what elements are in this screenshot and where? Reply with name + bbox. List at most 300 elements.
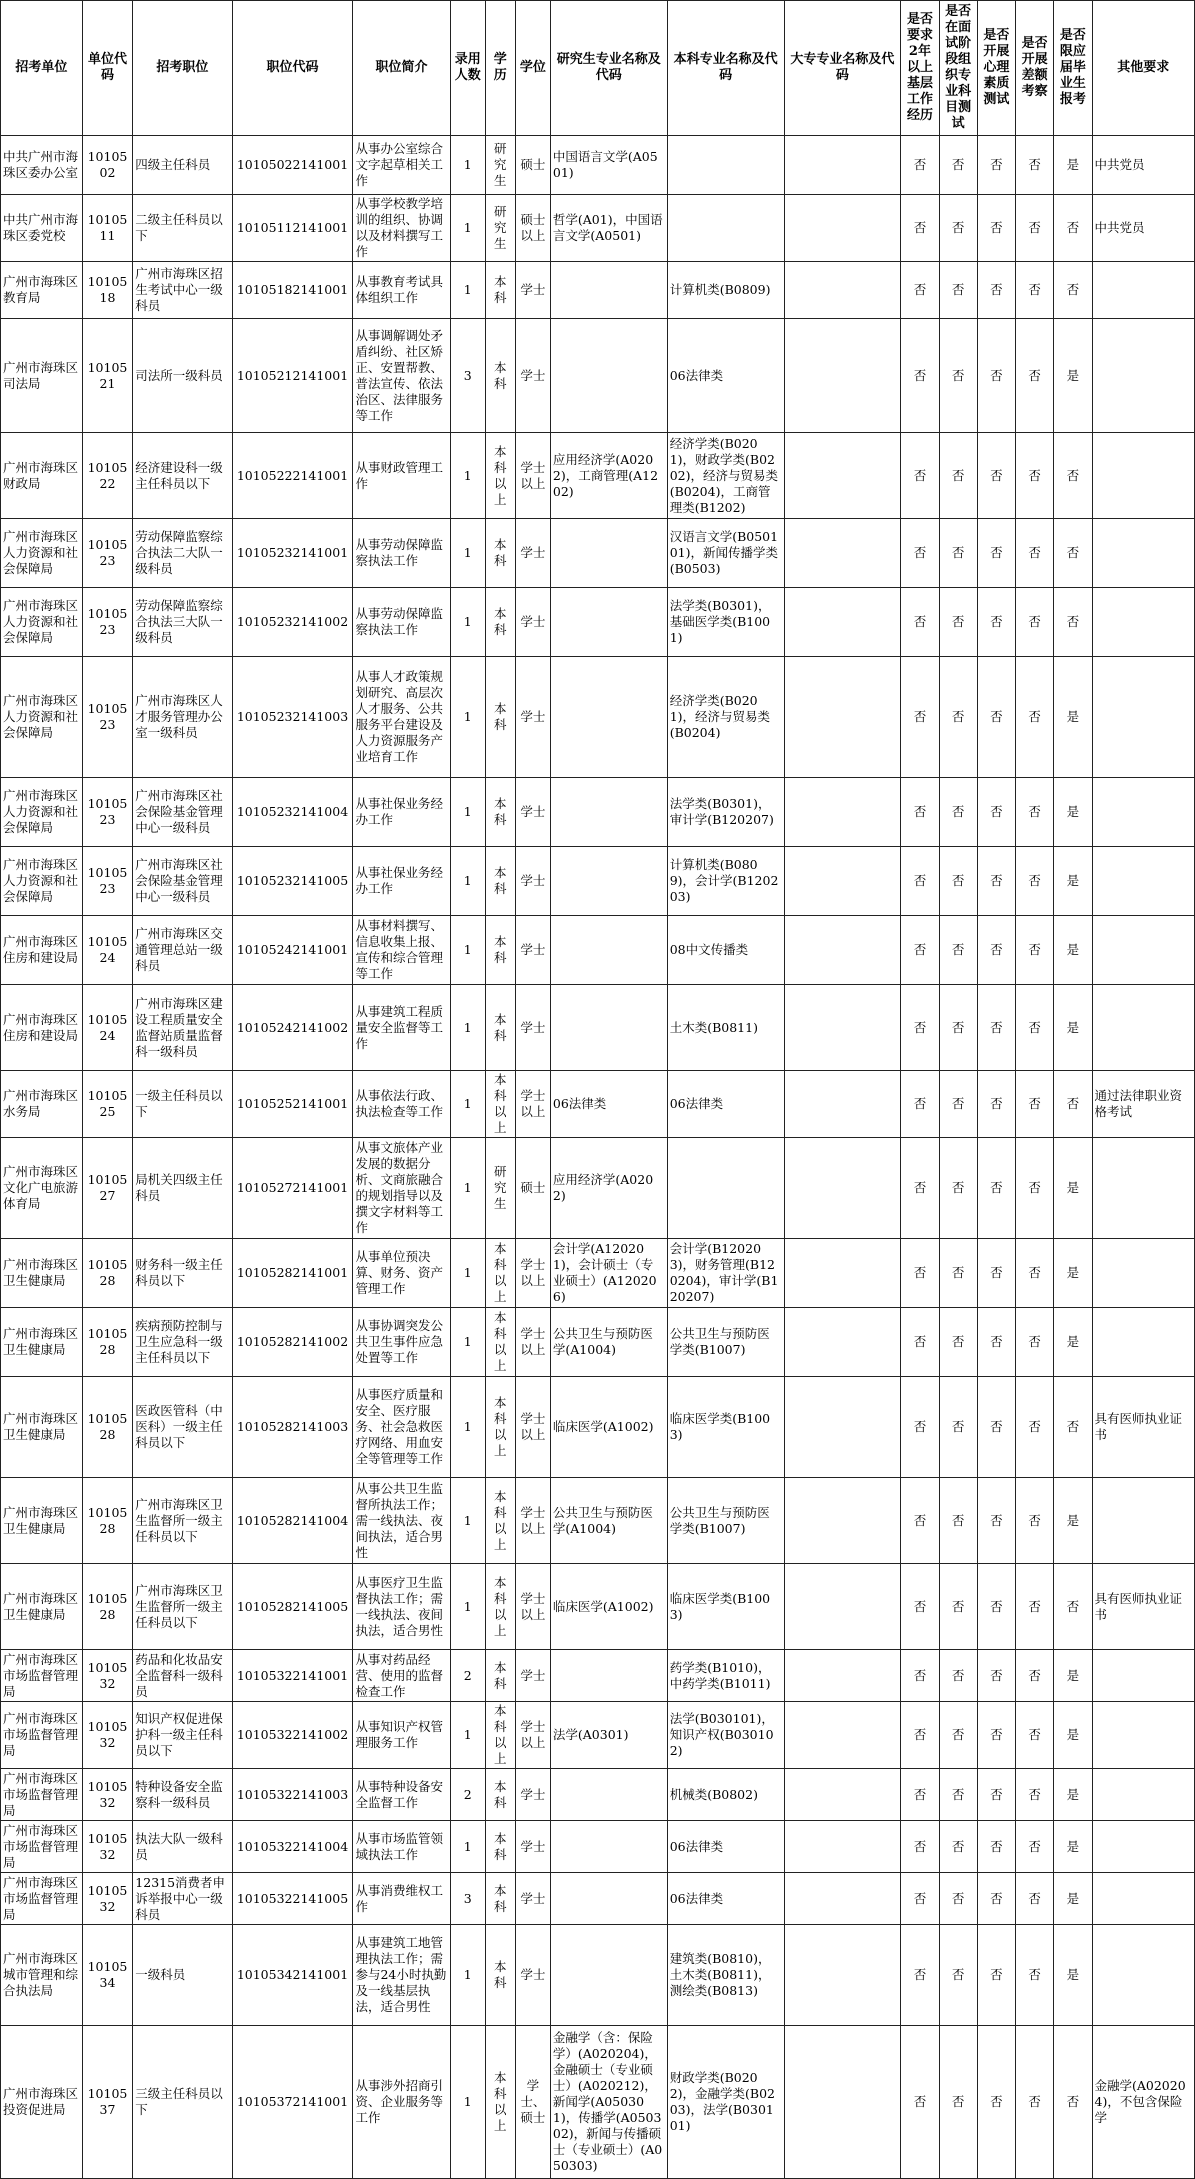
table-cell: 否 <box>901 195 939 262</box>
table-cell: 学士 <box>515 1769 550 1821</box>
table-cell: 10105322141002 <box>232 1702 353 1769</box>
table-cell: 学士 <box>515 319 550 433</box>
table-cell: 否 <box>1016 1702 1054 1769</box>
table-cell: 否 <box>901 519 939 588</box>
table-cell: 本科 <box>485 778 515 847</box>
table-cell: 否 <box>939 1478 977 1564</box>
table-cell: 财政学类(B0202)，金融学类(B0203)，法学(B030101) <box>667 2026 784 2179</box>
table-cell: 中共党员 <box>1092 136 1195 195</box>
table-row <box>1 1702 1195 1769</box>
table-cell: 司法所一级科员 <box>133 319 232 433</box>
table-cell <box>667 1138 784 1239</box>
table-cell: 1 <box>450 2026 485 2179</box>
column-header: 录用人数 <box>450 1 485 136</box>
table-cell: 会计学(A120201)，会计硕士（专业硕士）(A120206) <box>550 1239 667 1308</box>
table-cell: 学士 <box>515 519 550 588</box>
table-cell: 否 <box>901 985 939 1071</box>
table-cell: 1010523 <box>82 519 133 588</box>
table-cell: 广州市海珠区人力资源和社会保障局 <box>1 519 83 588</box>
table-cell: 广州市海珠区水务局 <box>1 1071 83 1138</box>
table-cell: 10105022141001 <box>232 136 353 195</box>
table-cell <box>1092 319 1195 433</box>
table-cell: 是 <box>1054 319 1092 433</box>
table-cell: 从事教育考试具体组织工作 <box>353 262 450 319</box>
table-cell: 否 <box>939 433 977 519</box>
table-cell <box>784 778 901 847</box>
table-cell: 广州市海珠区市场监督管理局 <box>1 1821 83 1873</box>
table-cell: 1010502 <box>82 136 133 195</box>
table-cell <box>1092 916 1195 985</box>
table-cell <box>1092 1138 1195 1239</box>
table-cell <box>784 1769 901 1821</box>
table-cell: 广州市海珠区卫生监督所一级主任科员以下 <box>133 1478 232 1564</box>
column-header: 是否要求2年以上基层工作经历 <box>901 1 939 136</box>
table-cell: 学士以上 <box>515 1308 550 1377</box>
table-cell: 从事劳动保障监察执法工作 <box>353 588 450 657</box>
table-row <box>1 657 1195 778</box>
table-cell: 10105112141001 <box>232 195 353 262</box>
table-cell: 否 <box>1016 1925 1054 2026</box>
table-cell: 否 <box>1016 985 1054 1071</box>
table-cell: 1 <box>450 1071 485 1138</box>
table-cell: 从事学校教学培训的组织、协调以及材料撰写工作 <box>353 195 450 262</box>
table-cell: 10105282141003 <box>232 1377 353 1478</box>
table-cell: 是 <box>1054 778 1092 847</box>
table-cell: 否 <box>939 1564 977 1650</box>
table-cell: 否 <box>939 1769 977 1821</box>
table-cell: 06法律类 <box>667 319 784 433</box>
table-cell: 是 <box>1054 1925 1092 2026</box>
table-cell <box>784 1071 901 1138</box>
table-cell: 否 <box>939 657 977 778</box>
table-cell: 从事劳动保障监察执法工作 <box>353 519 450 588</box>
table-cell: 本科以上 <box>485 433 515 519</box>
table-cell: 否 <box>901 916 939 985</box>
table-cell: 建筑类(B0810)，土木类(B0811)，测绘类(B0813) <box>667 1925 784 2026</box>
table-cell: 广州市海珠区交通管理总站一级科员 <box>133 916 232 985</box>
table-row <box>1 2026 1195 2179</box>
table-cell: 1 <box>450 136 485 195</box>
table-cell: 临床医学(A1002) <box>550 1377 667 1478</box>
table-cell: 一级主任科员以下 <box>133 1071 232 1138</box>
table-cell <box>1092 657 1195 778</box>
table-row <box>1 1873 1195 1925</box>
table-cell: 10105272141001 <box>232 1138 353 1239</box>
table-cell <box>1092 1239 1195 1308</box>
table-cell <box>784 1239 901 1308</box>
table-cell: 学士 <box>515 1873 550 1925</box>
table-cell <box>550 262 667 319</box>
table-cell: 广州市海珠区住房和建设局 <box>1 985 83 1071</box>
table-cell: 10105322141005 <box>232 1873 353 1925</box>
table-cell: 1010528 <box>82 1239 133 1308</box>
table-cell: 是 <box>1054 1821 1092 1873</box>
table-cell: 1010524 <box>82 985 133 1071</box>
table-cell: 研究生 <box>485 136 515 195</box>
table-cell: 是 <box>1054 847 1092 916</box>
table-cell: 10105222141001 <box>232 433 353 519</box>
table-cell: 公共卫生与预防医学(A1004) <box>550 1478 667 1564</box>
table-cell: 从事知识产权管理服务工作 <box>353 1702 450 1769</box>
table-cell: 10105282141005 <box>232 1564 353 1650</box>
table-cell: 否 <box>977 1925 1015 2026</box>
table-cell: 广州市海珠区卫生健康局 <box>1 1564 83 1650</box>
table-cell: 否 <box>939 1821 977 1873</box>
table-cell: 否 <box>939 1308 977 1377</box>
table-cell: 计算机类(B0809) <box>667 262 784 319</box>
table-cell: 1 <box>450 433 485 519</box>
table-row <box>1 519 1195 588</box>
table-cell: 学士以上 <box>515 1071 550 1138</box>
table-cell <box>1092 1702 1195 1769</box>
table-cell: 从事财政管理工作 <box>353 433 450 519</box>
table-cell: 否 <box>1016 433 1054 519</box>
table-cell: 否 <box>901 1769 939 1821</box>
table-cell <box>1092 1925 1195 2026</box>
table-cell: 本科 <box>485 657 515 778</box>
table-row <box>1 1377 1195 1478</box>
table-cell: 应用经济学(A0202)，工商管理(A1202) <box>550 433 667 519</box>
table-cell: 金融学（含：保险学）(A020204)，金融硕士（专业硕士）(A020212)，新闻学(A050301)，传播学(A050302)，新闻与传播硕士（专业硕士）(A050303) <box>550 2026 667 2179</box>
table-cell: 1 <box>450 1564 485 1650</box>
table-cell: 会计学(B120203)，财务管理(B120204)，审计学(B120207) <box>667 1239 784 1308</box>
table-cell: 从事建筑工程质量安全监督等工作 <box>353 985 450 1071</box>
table-cell: 否 <box>977 778 1015 847</box>
table-cell: 是 <box>1054 1478 1092 1564</box>
table-cell: 否 <box>977 519 1015 588</box>
table-cell: 法学类(B0301)，审计学(B120207) <box>667 778 784 847</box>
table-cell: 否 <box>901 1873 939 1925</box>
table-cell: 中共广州市海珠区委办公室 <box>1 136 83 195</box>
table-cell: 机械类(B0802) <box>667 1769 784 1821</box>
table-cell: 1010528 <box>82 1308 133 1377</box>
table-cell: 10105242141002 <box>232 985 353 1071</box>
table-cell: 10105282141002 <box>232 1308 353 1377</box>
table-cell <box>1092 1769 1195 1821</box>
table-cell: 1 <box>450 1377 485 1478</box>
table-cell: 1 <box>450 916 485 985</box>
table-cell: 否 <box>939 1071 977 1138</box>
table-cell: 否 <box>939 588 977 657</box>
table-row <box>1 1138 1195 1239</box>
table-cell: 10105232141005 <box>232 847 353 916</box>
table-cell: 本科以上 <box>485 2026 515 2179</box>
table-cell: 本科以上 <box>485 1478 515 1564</box>
table-cell: 是 <box>1054 1769 1092 1821</box>
table-row <box>1 319 1195 433</box>
table-cell: 本科 <box>485 1821 515 1873</box>
table-cell <box>1092 1478 1195 1564</box>
table-cell: 知识产权促进保护科一级主任科员以下 <box>133 1702 232 1769</box>
table-cell: 否 <box>1016 1873 1054 1925</box>
table-cell: 10105322141001 <box>232 1650 353 1702</box>
table-cell: 10105232141004 <box>232 778 353 847</box>
table-cell: 经济学类(B0201)，财政学类(B0202)，经济与贸易类(B0204)，工商管理类(B1202) <box>667 433 784 519</box>
table-cell <box>784 319 901 433</box>
table-cell <box>550 1873 667 1925</box>
table-cell <box>550 588 667 657</box>
table-cell: 1010521 <box>82 319 133 433</box>
table-cell: 否 <box>1054 433 1092 519</box>
table-row <box>1 1564 1195 1650</box>
column-header: 学历 <box>485 1 515 136</box>
table-cell: 广州市海珠区卫生健康局 <box>1 1478 83 1564</box>
table-cell: 1010525 <box>82 1071 133 1138</box>
table-cell: 本科 <box>485 985 515 1071</box>
table-cell: 否 <box>977 1821 1015 1873</box>
table-cell: 二级主任科员以下 <box>133 195 232 262</box>
table-cell: 10105372141001 <box>232 2026 353 2179</box>
column-header: 职位简介 <box>353 1 450 136</box>
table-cell: 四级主任科员 <box>133 136 232 195</box>
table-cell: 否 <box>901 319 939 433</box>
column-header: 单位代码 <box>82 1 133 136</box>
table-cell: 学士 <box>515 588 550 657</box>
table-cell: 学士 <box>515 657 550 778</box>
table-cell: 10105252141001 <box>232 1071 353 1138</box>
table-cell: 否 <box>977 1650 1015 1702</box>
table-cell: 广州市海珠区人力资源和社会保障局 <box>1 847 83 916</box>
table-cell: 否 <box>939 1239 977 1308</box>
table-cell: 是 <box>1054 1138 1092 1239</box>
column-header: 是否限应届毕业生报考 <box>1054 1 1092 136</box>
table-cell: 否 <box>901 1239 939 1308</box>
table-cell: 具有医师执业证书 <box>1092 1564 1195 1650</box>
table-cell: 否 <box>977 1702 1015 1769</box>
table-cell: 否 <box>1016 1564 1054 1650</box>
table-cell: 通过法律职业资格考试 <box>1092 1071 1195 1138</box>
table-cell: 广州市海珠区卫生监督所一级主任科员以下 <box>133 1564 232 1650</box>
table-cell <box>550 319 667 433</box>
table-cell: 否 <box>1054 1071 1092 1138</box>
table-cell <box>784 136 901 195</box>
table-cell: 1 <box>450 847 485 916</box>
table-cell: 1 <box>450 778 485 847</box>
table-cell: 学士以上 <box>515 1702 550 1769</box>
table-cell: 10105182141001 <box>232 262 353 319</box>
table-cell: 从事对药品经营、使用的监督检查工作 <box>353 1650 450 1702</box>
table-cell: 否 <box>939 847 977 916</box>
column-header: 是否开展差额考察 <box>1016 1 1054 136</box>
column-header: 招考职位 <box>133 1 232 136</box>
table-cell: 学士以上 <box>515 1239 550 1308</box>
table-cell: 06法律类 <box>667 1873 784 1925</box>
table-cell: 本科 <box>485 916 515 985</box>
table-cell: 是 <box>1054 136 1092 195</box>
table-cell: 1010532 <box>82 1769 133 1821</box>
table-cell: 本科以上 <box>485 1308 515 1377</box>
table-cell: 硕士 <box>515 1138 550 1239</box>
table-cell: 公共卫生与预防医学类(B1007) <box>667 1308 784 1377</box>
table-cell: 1010523 <box>82 657 133 778</box>
table-cell: 从事市场监管领域执法工作 <box>353 1821 450 1873</box>
table-cell <box>667 136 784 195</box>
table-row <box>1 916 1195 985</box>
table-cell: 从事建筑工地管理执法工作；需参与24小时执勤及一线基层执法，适合男性 <box>353 1925 450 2026</box>
table-row <box>1 985 1195 1071</box>
table-cell: 是 <box>1054 1239 1092 1308</box>
table-cell <box>1092 519 1195 588</box>
column-header: 招考单位 <box>1 1 83 136</box>
table-cell: 否 <box>939 916 977 985</box>
table-cell: 否 <box>901 1478 939 1564</box>
table-cell: 1010518 <box>82 262 133 319</box>
table-cell: 广州市海珠区城市管理和综合执法局 <box>1 1925 83 2026</box>
table-cell: 否 <box>939 1873 977 1925</box>
table-cell: 否 <box>977 1377 1015 1478</box>
table-cell: 计算机类(B0809)，会计学(B120203) <box>667 847 784 916</box>
table-cell: 药学类(B1010)，中药学类(B1011) <box>667 1650 784 1702</box>
table-cell: 08中文传播类 <box>667 916 784 985</box>
table-cell <box>784 1821 901 1873</box>
table-cell <box>1092 262 1195 319</box>
table-cell: 从事医疗卫生监督执法工作；需一线执法、夜间执法，适合男性 <box>353 1564 450 1650</box>
table-cell: 1 <box>450 262 485 319</box>
table-cell: 药品和化妆品安全监督科一级科员 <box>133 1650 232 1702</box>
table-cell: 否 <box>977 588 1015 657</box>
table-cell: 否 <box>901 657 939 778</box>
table-cell: 是 <box>1054 916 1092 985</box>
table-cell: 研究生 <box>485 195 515 262</box>
table-cell: 1 <box>450 985 485 1071</box>
table-cell: 是 <box>1054 1873 1092 1925</box>
table-cell: 否 <box>939 1702 977 1769</box>
table-cell: 否 <box>1016 916 1054 985</box>
column-header: 研究生专业名称及代码 <box>550 1 667 136</box>
table-cell: 学士 <box>515 985 550 1071</box>
table-cell: 3 <box>450 1873 485 1925</box>
table-cell: 特种设备安全监察科一级科员 <box>133 1769 232 1821</box>
table-cell <box>1092 847 1195 916</box>
column-header: 学位 <box>515 1 550 136</box>
table-cell: 学士、硕士 <box>515 2026 550 2179</box>
table-cell: 10105232141003 <box>232 657 353 778</box>
table-cell: 从事涉外招商引资、企业服务等工作 <box>353 2026 450 2179</box>
table-cell <box>784 195 901 262</box>
table-cell: 本科以上 <box>485 1071 515 1138</box>
table-cell: 医政医管科（中医科）一级主任科员以下 <box>133 1377 232 1478</box>
table-cell: 否 <box>977 136 1015 195</box>
table-cell: 临床医学类(B1003) <box>667 1377 784 1478</box>
table-row <box>1 136 1195 195</box>
table-cell: 1 <box>450 1925 485 2026</box>
table-cell: 学士 <box>515 916 550 985</box>
table-cell: 否 <box>1054 519 1092 588</box>
table-cell: 本科 <box>485 588 515 657</box>
table-cell: 从事消费维权工作 <box>353 1873 450 1925</box>
table-cell: 否 <box>1016 1650 1054 1702</box>
table-cell <box>784 1308 901 1377</box>
table-cell: 10105242141001 <box>232 916 353 985</box>
table-cell: 否 <box>1054 2026 1092 2179</box>
table-row <box>1 1650 1195 1702</box>
table-cell: 本科 <box>485 262 515 319</box>
table-cell: 法学类(B0301)，基础医学类(B1001) <box>667 588 784 657</box>
table-cell: 否 <box>977 1564 1015 1650</box>
table-cell <box>1092 1873 1195 1925</box>
table-cell: 否 <box>977 1308 1015 1377</box>
table-cell: 应用经济学(A0202) <box>550 1138 667 1239</box>
table-cell: 否 <box>977 985 1015 1071</box>
table-cell: 哲学(A01)，中国语言文学(A0501) <box>550 195 667 262</box>
table-cell: 从事人才政策规划研究、高层次人才服务、公共服务平台建设及人力资源服务产业培育工作 <box>353 657 450 778</box>
table-cell <box>784 433 901 519</box>
table-cell <box>550 985 667 1071</box>
table-cell <box>784 657 901 778</box>
table-cell: 否 <box>901 1308 939 1377</box>
table-cell: 学士 <box>515 1821 550 1873</box>
table-cell: 金融学(A020204)，不包含保险学 <box>1092 2026 1195 2179</box>
table-cell <box>550 847 667 916</box>
table-cell: 否 <box>977 2026 1015 2179</box>
table-cell: 是 <box>1054 985 1092 1071</box>
table-row <box>1 1769 1195 1821</box>
table-cell: 否 <box>939 985 977 1071</box>
table-cell: 1010527 <box>82 1138 133 1239</box>
table-cell: 否 <box>939 1650 977 1702</box>
table-cell: 否 <box>1016 1377 1054 1478</box>
table-cell: 1 <box>450 519 485 588</box>
table-cell: 否 <box>901 1377 939 1478</box>
table-cell: 否 <box>1016 1821 1054 1873</box>
table-cell: 1010532 <box>82 1702 133 1769</box>
table-cell: 广州市海珠区卫生健康局 <box>1 1239 83 1308</box>
table-cell: 学士 <box>515 847 550 916</box>
table-cell: 1010528 <box>82 1377 133 1478</box>
table-cell <box>550 1821 667 1873</box>
table-cell: 否 <box>939 1138 977 1239</box>
table-cell: 法学(A0301) <box>550 1702 667 1769</box>
table-cell: 否 <box>977 195 1015 262</box>
table-cell <box>784 847 901 916</box>
table-cell: 从事文旅体产业发展的数据分析、文商旅融合的规划指导以及撰文字材料等工作 <box>353 1138 450 1239</box>
table-cell: 否 <box>901 847 939 916</box>
table-cell: 1010523 <box>82 588 133 657</box>
table-cell: 中国语言文学(A0501) <box>550 136 667 195</box>
table-cell: 广州市海珠区人力资源和社会保障局 <box>1 778 83 847</box>
table-cell: 否 <box>977 262 1015 319</box>
table-cell: 是 <box>1054 657 1092 778</box>
table-cell: 否 <box>977 657 1015 778</box>
table-cell: 广州市海珠区卫生健康局 <box>1 1377 83 1478</box>
table-cell: 否 <box>1016 195 1054 262</box>
table-cell: 广州市海珠区社会保险基金管理中心一级科员 <box>133 778 232 847</box>
table-cell: 否 <box>939 519 977 588</box>
table-cell: 广州市海珠区建设工程质量安全监督站质量监督科一级科员 <box>133 985 232 1071</box>
column-header: 是否开展心理素质测试 <box>977 1 1015 136</box>
column-header: 职位代码 <box>232 1 353 136</box>
table-cell: 财务科一级主任科员以下 <box>133 1239 232 1308</box>
table-cell <box>784 1138 901 1239</box>
table-cell <box>784 985 901 1071</box>
table-cell: 1 <box>450 195 485 262</box>
table-cell: 否 <box>901 1138 939 1239</box>
table-cell: 否 <box>1016 657 1054 778</box>
table-cell: 本科 <box>485 1769 515 1821</box>
table-cell: 研究生 <box>485 1138 515 1239</box>
table-cell: 1010532 <box>82 1873 133 1925</box>
table-cell: 2 <box>450 1650 485 1702</box>
table-cell: 汉语言文学(B050101)，新闻传播学类(B0503) <box>667 519 784 588</box>
table-cell <box>784 1564 901 1650</box>
table-cell: 从事依法行政、执法检查等工作 <box>353 1071 450 1138</box>
table-cell: 1010528 <box>82 1564 133 1650</box>
table-cell <box>784 1377 901 1478</box>
table-cell: 1 <box>450 1308 485 1377</box>
table-cell: 本科 <box>485 1873 515 1925</box>
table-cell: 10105232141002 <box>232 588 353 657</box>
table-cell: 公共卫生与预防医学类(B1007) <box>667 1478 784 1564</box>
